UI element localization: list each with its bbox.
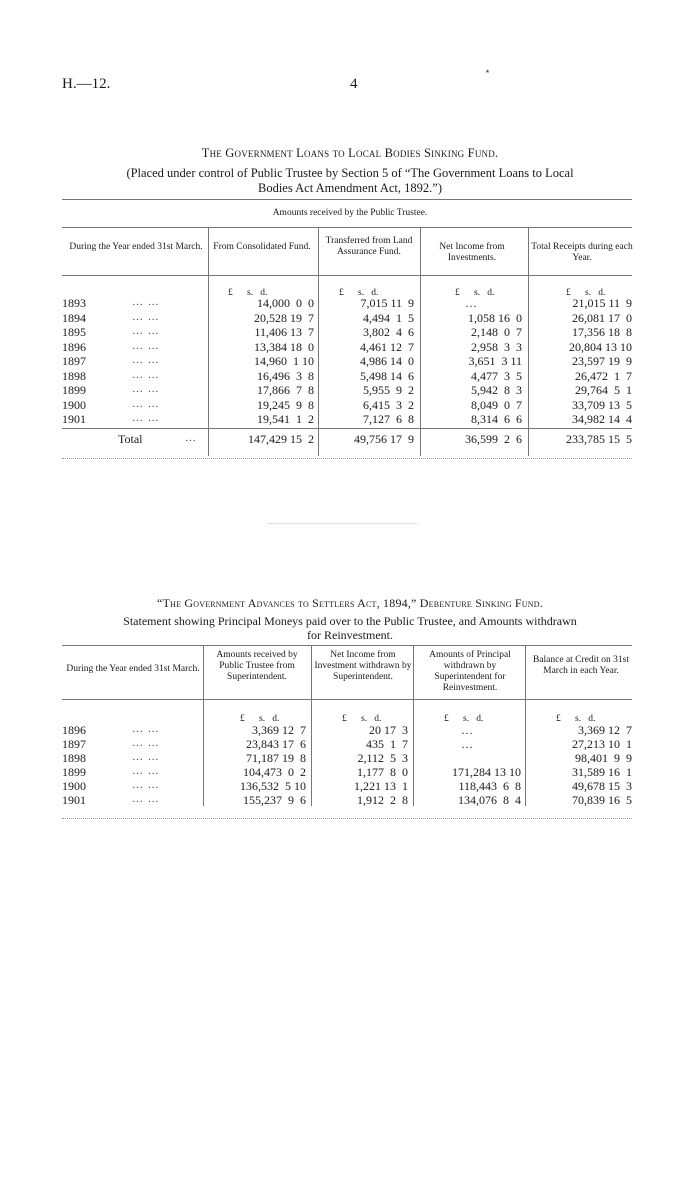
table1-total-land-assurance: 49,756 17 9 [354,432,414,446]
table2-title-line2: Statement showing Principal Moneys paid over to the Public Trustee, and Amounts withdrawn [123,614,577,628]
table2-lsd-3: £ s. d. [444,714,484,724]
row-leader-dots: … … [132,737,160,749]
row-cell-c4: 34,982 14 4 [572,412,632,426]
table1-header-bottom-rule [62,275,632,276]
row-cell-c3: 171,284 13 10 [452,765,521,779]
row-leader-dots: … … [132,296,160,308]
table1-total-net-income: 36,599 2 6 [465,432,522,446]
table1-lsd-3: £ s. d. [455,288,495,298]
row-cell-c4: 17,356 18 8 [572,325,632,339]
table2-lsd-4: £ s. d. [556,714,596,724]
table2-title-line3: for Reinvestment. [307,628,393,642]
row-leader-dots: … … [132,397,160,410]
table1-lsd-1: £ s. d. [228,288,268,298]
row-cell-c2: 7,015 11 9 [360,296,414,310]
row-cell-c1: 23,843 17 6 [246,737,306,751]
table1-total-label: Total [118,432,143,446]
table1-col-total-receipts: Total Receipts during each Year. [531,242,633,263]
table2-title-line1: “The Government Advances to Settlers Act, 1894,” Debenture Sinking Fund. [157,596,543,610]
row-cell-c1: 14,000 0 0 [257,296,314,310]
row-cell-c3: 8,049 0 7 [471,397,522,412]
row-cell-c2: 435 1 7 [366,737,408,751]
row-cell-c3: … [461,723,473,737]
row-cell-c4: 33,709 13 5 [572,397,632,412]
row-year: 1899 [62,383,86,397]
row-leader-dots: … … [132,325,160,337]
table2-col-year: During the Year ended 31st March. [66,664,200,674]
row-cell-c3: 2,958 3 3 [471,339,522,354]
row-year: 1897 [62,354,86,368]
row-year: 1894 [62,310,86,325]
row-cell-c2: 1,177 8 0 [357,765,408,779]
row-cell-c4: 26,472 1 7 [575,368,632,383]
row-leader-dots: … … [132,793,160,805]
row-year: 1898 [62,368,86,383]
row-cell-c3: … [461,737,473,751]
row-cell-c3: 5,942 8 3 [471,383,522,397]
row-cell-c3: 2,148 0 7 [471,325,522,339]
row-leader-dots: … … [132,354,160,366]
row-leader-dots: … … [132,765,160,777]
row-cell-c4: 49,678 15 3 [572,779,632,793]
row-cell-c4: 98,401 9 9 [575,751,632,765]
table1-top-rule [62,199,632,200]
table1-col-year: During the Year ended 31st March. [69,242,203,252]
table1-total-rule [62,428,632,429]
row-cell-c1: 104,473 0 2 [243,765,306,779]
row-year: 1901 [62,412,86,426]
table1-total-total-receipts: 233,785 15 5 [566,432,632,446]
table2-bottom-rule [62,818,632,819]
row-year: 1896 [62,339,86,354]
print-speck: ٭ [485,66,490,76]
row-cell-c1: 155,237 9 6 [243,793,306,807]
table1-total-dots: … [185,432,197,444]
row-cell-c2: 2,112 5 3 [357,751,408,765]
row-cell-c2: 5,498 14 6 [360,368,414,383]
table2-header-bottom-rule [62,699,632,700]
row-cell-c3: 3,651 3 11 [468,354,522,368]
table1-lsd-4: £ s. d. [566,288,606,298]
document-reference: H.—12. [62,76,111,92]
table1-lsd-2: £ s. d. [339,288,379,298]
row-cell-c2: 7,127 6 8 [363,412,414,426]
table2-col-balance: Balance at Credit on 31st March in each Year. [532,655,630,676]
row-year: 1900 [62,397,86,412]
row-cell-c1: 13,384 18 0 [254,339,314,354]
row-cell-c1: 17,866 7 8 [257,383,314,397]
table2-col-principal-withdrawn: Amounts of Principal withdrawn by Superintendent for Reinvestment. [429,650,511,693]
page-number: 4 [350,76,358,92]
row-leader-dots: … … [132,751,160,763]
row-leader-dots: … … [132,339,160,352]
table1-subtitle-line2: Bodies Act Amendment Act, 1892.”) [257,181,442,195]
row-cell-c1: 19,245 9 8 [257,397,314,412]
table2-col-net-income: Net Income from Investment withdrawn by Superintendent. [314,650,412,682]
row-leader-dots: … … [132,310,160,323]
row-cell-c2: 20 17 3 [369,723,408,737]
table1-col-land-assurance: Transferred from Land Assurance Fund. [325,236,413,257]
row-leader-dots: … … [132,383,160,395]
row-year: 1900 [62,779,86,793]
row-cell-c1: 136,532 5 10 [240,779,306,793]
table1-subtitle-line1: (Placed under control of Public Trustee by Section 5 of “The Government Loans to Local [126,166,574,180]
table1-title: The Government Loans to Local Bodies Sinking Fund. [201,146,499,160]
row-cell-c1: 11,406 13 7 [254,325,314,339]
table1-total-consolidated: 147,429 15 2 [248,432,314,446]
row-cell-c1: 3,369 12 7 [252,723,306,737]
table1-caption: Amounts received by the Public Trustee. [272,208,428,218]
row-leader-dots: … … [132,779,160,791]
row-cell-c4: 70,839 16 5 [572,793,632,807]
row-cell-c3: 4,477 3 5 [471,368,522,383]
row-cell-c1: 19,541 1 2 [257,412,314,426]
row-cell-c4: 29,764 5 1 [575,383,632,397]
row-cell-c3: 8,314 6 6 [471,412,522,426]
row-cell-c2: 4,461 12 7 [360,339,414,354]
table2-lsd-2: £ s. d. [342,714,382,724]
section-divider [268,523,418,524]
row-cell-c1: 16,496 3 8 [257,368,314,383]
row-leader-dots: … … [132,368,160,381]
row-cell-c3: 1,058 16 0 [468,310,522,325]
table2-col-received: Amounts received by Public Trustee from Superintendent. [216,650,298,682]
row-cell-c2: 5,955 9 2 [363,383,414,397]
table2-lsd-1: £ s. d. [240,714,280,724]
row-cell-c2: 6,415 3 2 [363,397,414,412]
row-cell-c1: 20,528 19 7 [254,310,314,325]
table2-title [0,596,700,611]
row-cell-c2: 4,986 14 0 [360,354,414,368]
table1-bottom-rule [62,458,632,459]
row-cell-c4: 20,804 13 10 [569,339,632,354]
row-year: 1901 [62,793,86,807]
row-cell-c4: 26,081 17 0 [572,310,632,325]
row-cell-c4: 23,597 19 9 [572,354,632,368]
row-leader-dots: … … [132,412,160,424]
row-cell-c4: 27,213 10 1 [572,737,632,751]
row-year: 1897 [62,737,86,751]
row-cell-c1: 71,187 19 8 [246,751,306,765]
row-year: 1898 [62,751,86,765]
table2-header-top-rule [62,645,632,646]
row-cell-c4: 31,589 16 1 [572,765,632,779]
row-cell-c4: 3,369 12 7 [578,723,632,737]
row-year: 1896 [62,723,86,737]
row-cell-c2: 4,494 1 5 [363,310,414,325]
table1-header-top-rule [62,227,632,228]
row-cell-c2: 3,802 4 6 [363,325,414,339]
row-year: 1899 [62,765,86,779]
row-cell-c4: 21,015 11 9 [572,296,632,310]
row-year: 1895 [62,325,86,339]
row-year: 1893 [62,296,86,310]
row-cell-c3: 134,076 8 4 [458,793,521,807]
row-leader-dots: … … [132,723,160,735]
row-cell-c3: 118,443 6 8 [458,779,521,793]
row-cell-c1: 14,960 1 10 [254,354,314,368]
table1-col-consolidated: From Consolidated Fund. [213,242,311,252]
row-cell-c2: 1,221 13 1 [354,779,408,793]
row-cell-c3: … [465,296,477,310]
table1-col-net-income: Net Income from Investments. [439,242,505,263]
row-cell-c2: 1,912 2 8 [357,793,408,807]
